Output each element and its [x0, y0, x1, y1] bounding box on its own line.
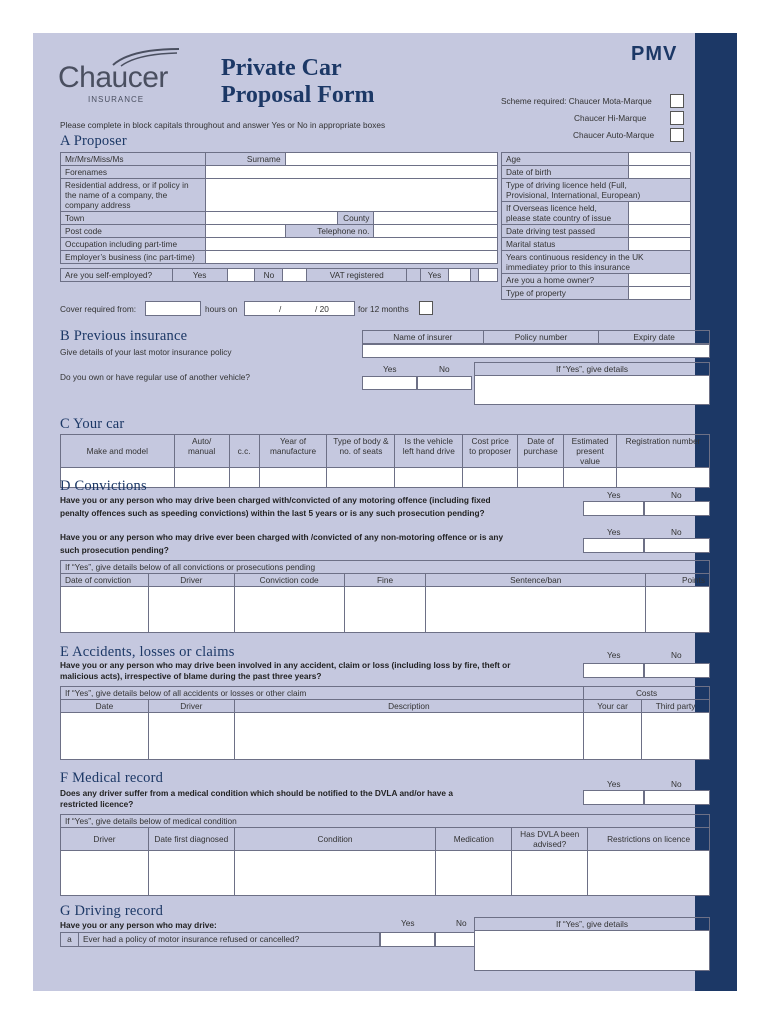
- previous-insurance-field[interactable]: [362, 344, 710, 358]
- convictions-row[interactable]: [61, 587, 710, 633]
- scheme-auto-checkbox[interactable]: [670, 128, 684, 142]
- d2-no-label: No: [671, 527, 682, 537]
- telephone-field[interactable]: [374, 225, 498, 238]
- f-no-box[interactable]: [644, 790, 710, 805]
- licence-label: Type of driving licence held (Full, Provisional, International, European): [502, 179, 691, 202]
- d-question-2: Have you or any person who may drive ever been charged with /convicted of any non-motoring offence or is any such prosecution pending?: [60, 532, 504, 555]
- cover-time-field[interactable]: [145, 301, 201, 316]
- self-employed-no-box[interactable]: [283, 269, 307, 282]
- scheme-auto-label: Chaucer Auto-Marque: [573, 130, 655, 140]
- car-table-row[interactable]: [61, 468, 710, 488]
- scheme-hi-checkbox[interactable]: [670, 111, 684, 125]
- d1-yes-label: Yes: [607, 490, 621, 500]
- scheme-mota-label: Scheme required: Chaucer Mota-Marque: [501, 96, 652, 106]
- occupation-label: Occupation including part-time: [61, 238, 206, 251]
- forenames-label: Forenames: [61, 166, 206, 179]
- col-conviction-code: Conviction code: [234, 574, 344, 587]
- test-field[interactable]: [629, 225, 691, 238]
- vat-label: VAT registered: [307, 269, 407, 282]
- vat-yes-box[interactable]: [449, 269, 471, 282]
- col-value: Estimated present value: [564, 435, 617, 468]
- proposer-table-left: [60, 152, 498, 264]
- employer-field[interactable]: [205, 251, 497, 264]
- logo: Chaucer: [58, 61, 168, 94]
- col-diagnosed: Date first diagnosed: [148, 828, 234, 851]
- cover-months-checkbox[interactable]: [419, 301, 433, 315]
- county-field[interactable]: [374, 212, 498, 225]
- col-conviction-date: Date of conviction: [61, 574, 149, 587]
- self-employed-yes-label: Yes: [172, 269, 227, 282]
- form-code: PMV: [631, 43, 678, 65]
- dob-field[interactable]: [629, 166, 691, 179]
- address-label: Residential address, or if policy in the name of a company, the company address: [61, 179, 206, 212]
- col-make-model: Make and model: [61, 435, 175, 468]
- employer-label: Employer’s business (inc part-time): [61, 251, 206, 264]
- other-vehicle-question: Do you own or have regular use of another vehicle?: [60, 372, 251, 382]
- cover-months-label: for 12 months: [358, 304, 409, 314]
- col-registration: Registration number: [617, 435, 710, 468]
- vat-no-box[interactable]: [478, 268, 498, 282]
- col-points: Points: [646, 574, 710, 587]
- col-medication: Medication: [436, 828, 512, 851]
- col-your-car: Your car: [584, 700, 642, 713]
- cover-from-label: Cover required from:: [60, 304, 137, 314]
- g-no-label: No: [456, 918, 467, 928]
- marital-field[interactable]: [629, 238, 691, 251]
- property-label: Type of property: [502, 287, 629, 300]
- d2-no-box[interactable]: [644, 538, 710, 553]
- g-details-box: [474, 917, 710, 971]
- surname-field[interactable]: [285, 153, 497, 166]
- b-no-label: No: [439, 364, 450, 374]
- marital-label: Marital status: [502, 238, 629, 251]
- residency-label: Years continuous residency in the UK immediatey prior to this insurance: [502, 251, 691, 274]
- d1-no-label: No: [671, 490, 682, 500]
- e-yes-box[interactable]: [583, 663, 644, 678]
- postcode-label: Post code: [61, 225, 206, 238]
- self-employed-label: Are you self-employed?: [61, 269, 173, 282]
- policy-header: Policy number: [483, 331, 599, 344]
- col-condition: Condition: [234, 828, 436, 851]
- postcode-field[interactable]: [205, 225, 285, 238]
- section-a-title: A Proposer: [60, 133, 127, 149]
- home-owner-label: Are you a home owner?: [502, 274, 629, 287]
- self-employed-row: [60, 268, 498, 282]
- g-question: Have you or any person who may drive:: [60, 920, 217, 930]
- town-field[interactable]: [205, 212, 338, 225]
- accidents-table: [60, 686, 710, 760]
- col-description: Description: [234, 700, 583, 713]
- insurer-header: Name of insurer: [363, 331, 484, 344]
- last-policy-label: Give details of your last motor insurance policy: [60, 347, 232, 357]
- scheme-mota-checkbox[interactable]: [670, 94, 684, 108]
- d1-no-box[interactable]: [644, 501, 710, 516]
- instructions: Please complete in block capitals throughout and answer Yes or No in appropriate boxes: [60, 120, 386, 130]
- d2-yes-box[interactable]: [583, 538, 644, 553]
- col-driver: Driver: [148, 700, 234, 713]
- car-table: [60, 434, 710, 488]
- e-no-label: No: [671, 650, 682, 660]
- section-b-title: B Previous insurance: [60, 328, 188, 344]
- cover-hours-label: hours on: [205, 304, 238, 314]
- self-employed-no-label: No: [255, 269, 283, 282]
- e-no-box[interactable]: [644, 663, 710, 678]
- town-label: Town: [61, 212, 206, 225]
- g-yes-label: Yes: [401, 918, 415, 928]
- vat-yes-label: Yes: [421, 269, 449, 282]
- scheme-hi-label: Chaucer Hi-Marque: [574, 113, 647, 123]
- surname-label: Surname: [205, 153, 285, 166]
- accidents-instructions: If “Yes”, give details below of all accidents or losses or other claim: [61, 687, 584, 700]
- section-g-title: G Driving record: [60, 903, 164, 919]
- b-details-header: If “Yes”, give details: [475, 363, 710, 376]
- col-restrictions: Restrictions on licence: [588, 828, 710, 851]
- f-question: Does any driver suffer from a medical condition which should be notified to the DVLA and/or have a restricted licence?: [60, 788, 453, 809]
- vat-spacer: [407, 269, 421, 282]
- e-question: Have you or any person who may drive been involved in any accident, claim or loss (including loss by fire, theft or malicious acts), irrespective of blame during the past three years?: [60, 660, 511, 681]
- convictions-table: [60, 560, 710, 633]
- logo-subtitle: INSURANCE: [88, 95, 145, 104]
- section-d-title: D Convictions: [60, 478, 147, 494]
- dob-label: Date of birth: [502, 166, 629, 179]
- car-table-header: [61, 435, 710, 468]
- b-no-box[interactable]: [417, 376, 472, 390]
- convictions-header: [61, 574, 710, 587]
- col-cost: Cost price to proposer: [463, 435, 518, 468]
- d1-yes-box[interactable]: [583, 501, 644, 516]
- medical-table: [60, 814, 710, 896]
- col-driver: Driver: [148, 574, 234, 587]
- g-details-header: If “Yes”, give details: [475, 918, 710, 931]
- e-yes-label: Yes: [607, 650, 621, 660]
- costs-header: Costs: [584, 687, 710, 700]
- medical-row[interactable]: [61, 851, 710, 896]
- col-third-party: Third party: [642, 700, 710, 713]
- title-label: Mr/Mrs/Miss/Ms: [61, 153, 206, 166]
- b-details-box: [474, 362, 710, 405]
- col-date: Date: [61, 700, 149, 713]
- occupation-field[interactable]: [205, 238, 497, 251]
- medical-instructions: If “Yes”, give details below of medical condition: [61, 815, 710, 828]
- f-no-label: No: [671, 779, 682, 789]
- age-label: Age: [502, 153, 629, 166]
- col-auto-manual: Auto/ manual: [174, 435, 229, 468]
- accidents-header: [61, 700, 710, 713]
- b-yes-label: Yes: [383, 364, 397, 374]
- col-fine: Fine: [344, 574, 426, 587]
- col-driver: Driver: [61, 828, 149, 851]
- col-year: Year of manufacture: [259, 435, 327, 468]
- f-yes-box[interactable]: [583, 790, 644, 805]
- page-title: Private Car Proposal Form: [221, 55, 375, 108]
- county-label: County: [338, 212, 374, 225]
- overseas-field[interactable]: [629, 202, 691, 225]
- col-lhd: Is the vehicle left hand drive: [395, 435, 463, 468]
- col-sentence: Sentence/ban: [426, 574, 646, 587]
- col-body: Type of body & no. of seats: [327, 435, 395, 468]
- g-details-field[interactable]: [475, 931, 710, 971]
- self-employed-yes-box[interactable]: [227, 269, 255, 282]
- date-year: / 20: [315, 304, 329, 314]
- forenames-field[interactable]: [205, 166, 497, 179]
- col-purchase-date: Date of purchase: [518, 435, 564, 468]
- col-dvla-advised: Has DVLA been advised?: [512, 828, 588, 851]
- section-c-title: C Your car: [60, 416, 125, 432]
- cover-date-field[interactable]: [244, 301, 355, 316]
- proposal-form-page: [33, 33, 737, 991]
- telephone-label: Telephone no.: [285, 225, 374, 238]
- col-cc: c.c.: [229, 435, 259, 468]
- f-yes-label: Yes: [607, 779, 621, 789]
- g-item-a: Ever had a policy of motor insurance refused or cancelled?: [78, 933, 379, 947]
- section-e-title: E Accidents, losses or claims: [60, 644, 235, 660]
- convictions-instructions: If “Yes”, give details below of all convictions or prosecutions pending: [61, 561, 710, 574]
- d2-yes-label: Yes: [607, 527, 621, 537]
- b-yes-box[interactable]: [362, 376, 417, 390]
- test-label: Date driving test passed: [502, 225, 629, 238]
- date-slash: /: [279, 304, 282, 314]
- accidents-row[interactable]: [61, 713, 710, 760]
- g-row-a: [60, 932, 380, 947]
- g-yes-box[interactable]: [380, 932, 435, 947]
- address-field[interactable]: [205, 179, 497, 212]
- section-f-title: F Medical record: [60, 770, 164, 786]
- previous-insurance-header: [362, 330, 710, 344]
- property-field[interactable]: [629, 287, 691, 300]
- proposer-table-right: [501, 152, 691, 300]
- expiry-header: Expiry date: [599, 331, 710, 344]
- home-owner-field[interactable]: [629, 274, 691, 287]
- overseas-label: If Overseas licence held, please state country of issue: [502, 202, 629, 225]
- d-question-1: Have you or any person who may drive been charged with/convicted of any motoring offence (including fixed penalty offences such as speeding convictions) within the last 5 years or is any such prosecution pending?: [60, 495, 491, 518]
- age-field[interactable]: [629, 153, 691, 166]
- medical-header: [61, 828, 710, 851]
- g-item-letter: a: [61, 933, 79, 947]
- b-details-field[interactable]: [475, 376, 710, 405]
